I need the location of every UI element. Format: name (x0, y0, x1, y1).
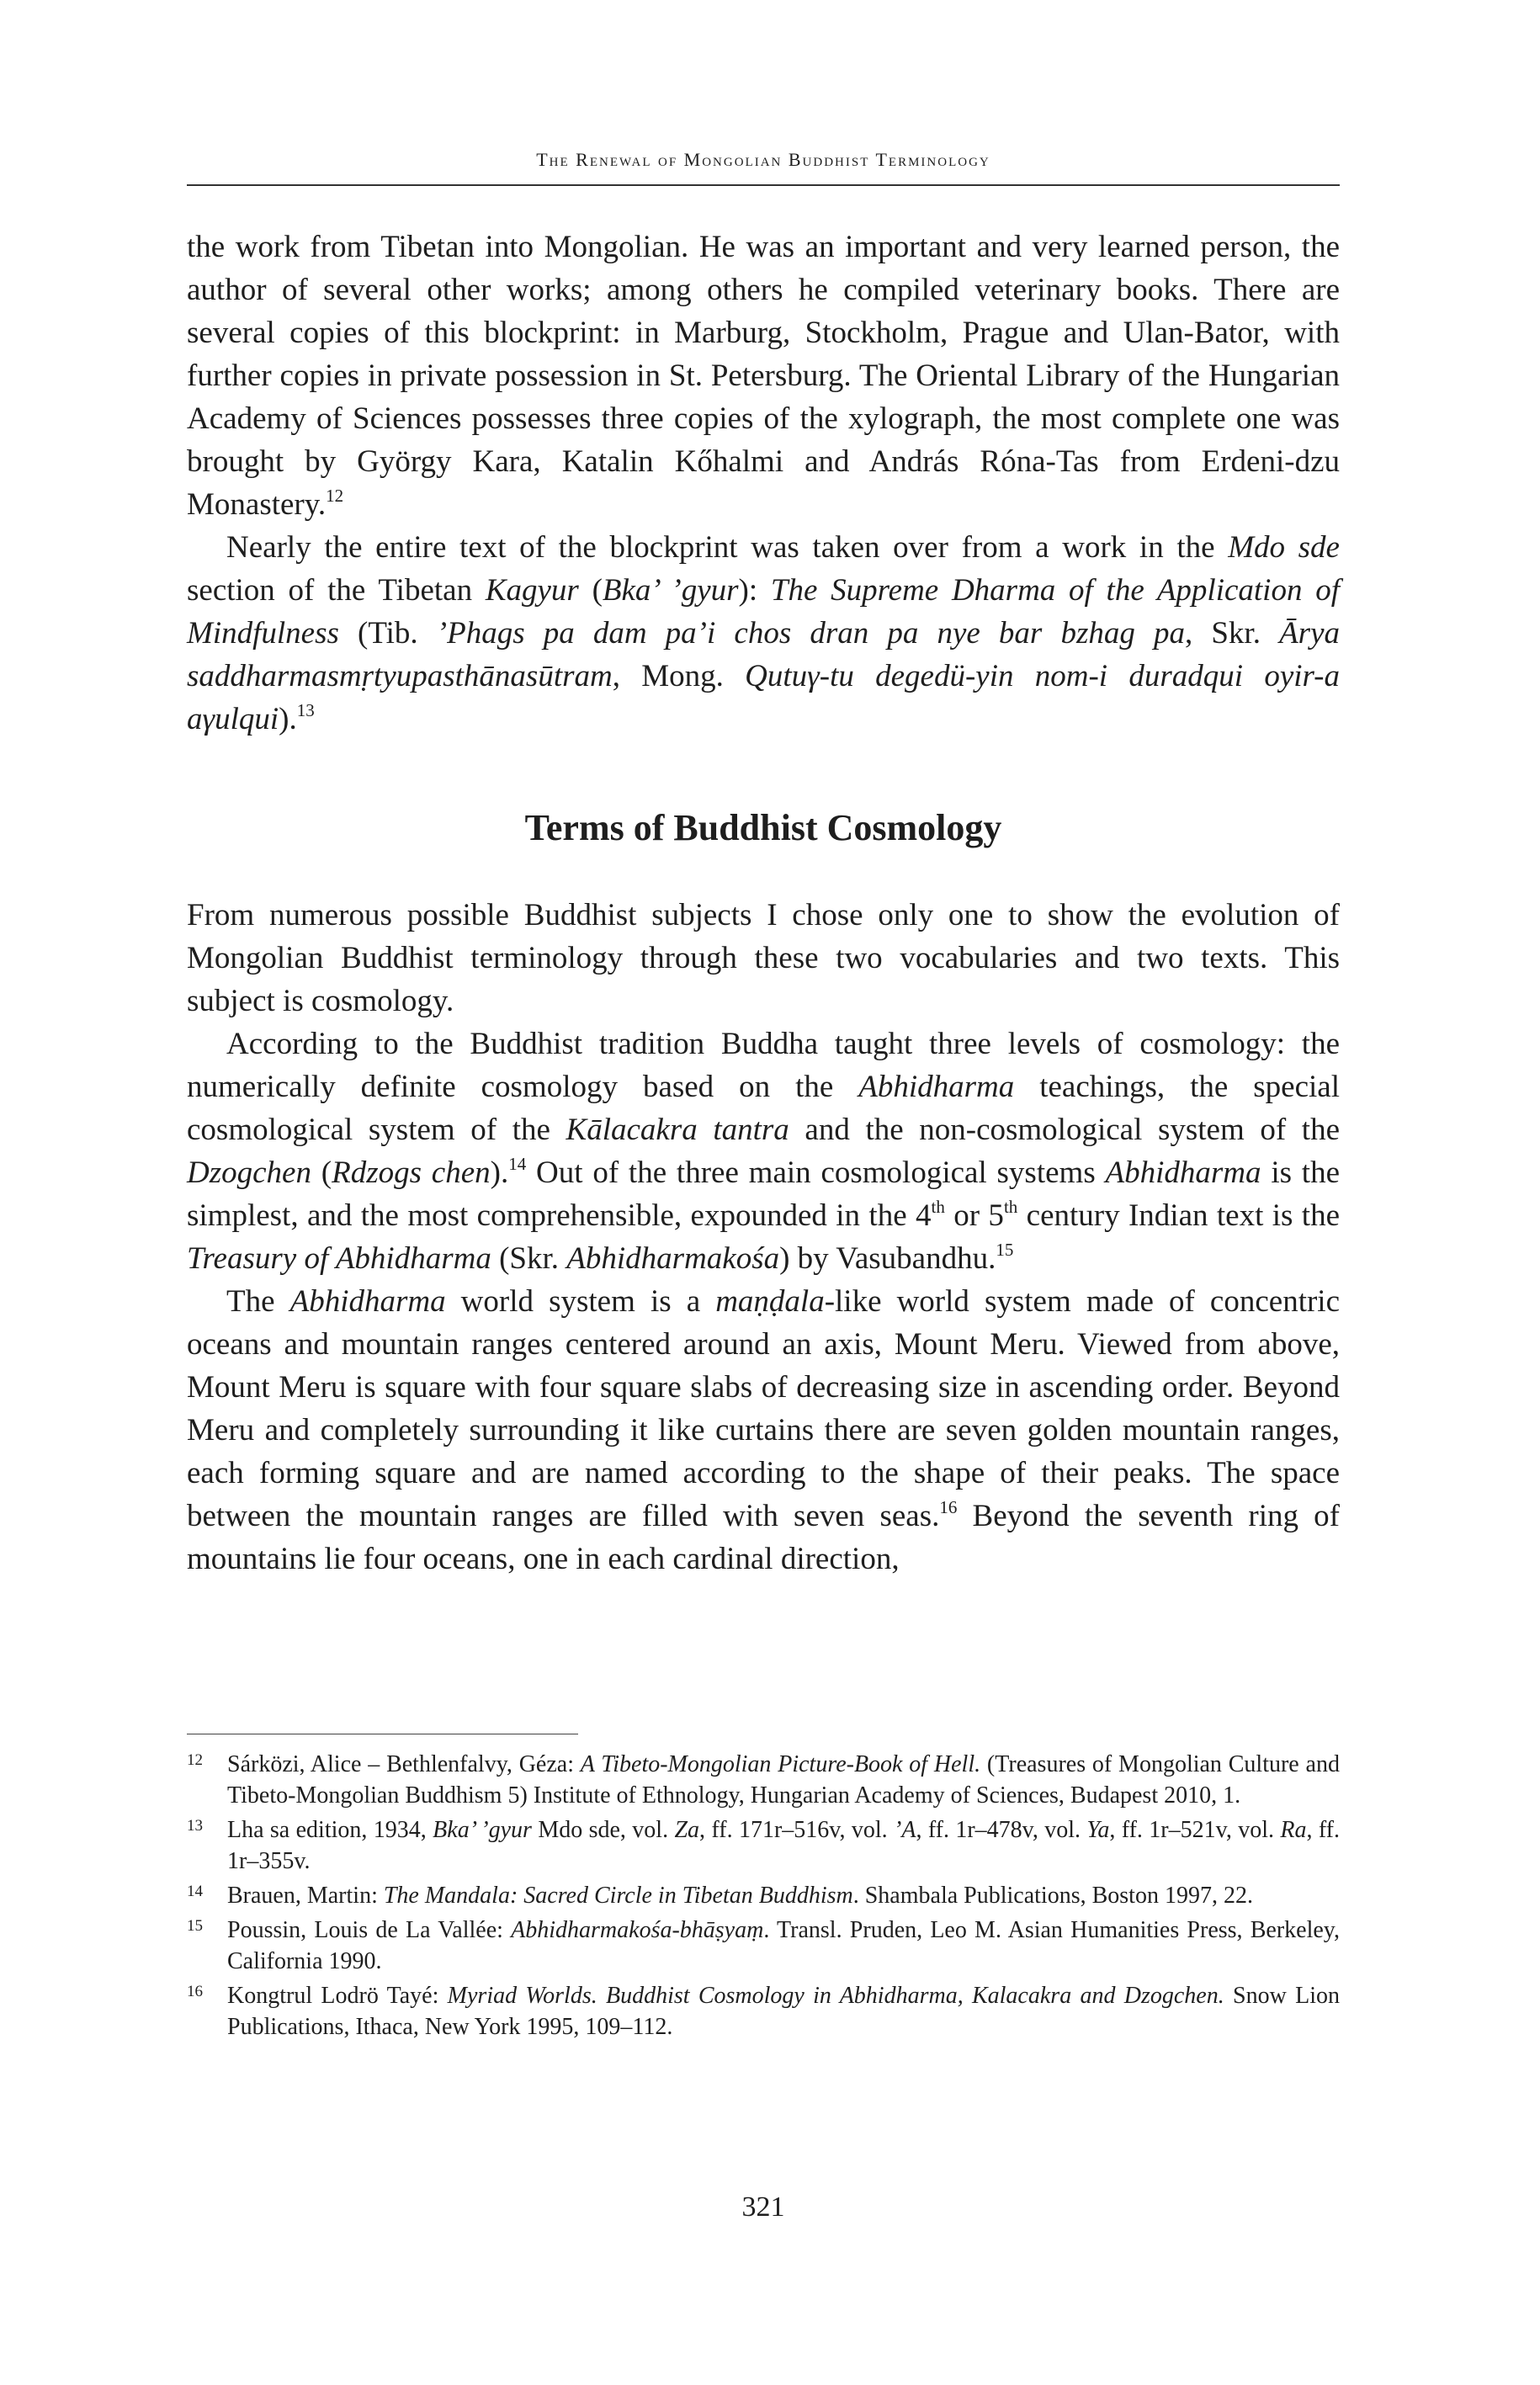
footnote-14 (187, 1880, 1340, 1911)
text-run: teachings, the special cosmological system of the (187, 1070, 1341, 1147)
text-run: Out of the three main cosmological systems (526, 1155, 1106, 1190)
italic-term: Ra (1280, 1817, 1307, 1843)
footnote-number: 12 (187, 1751, 203, 1769)
text-run: . Shambala Publications, Boston 1997, 22. (852, 1883, 1253, 1909)
italic-term: ’Phags pa dam pa’i chos dran pa nye bar bzhag pa (436, 616, 1185, 651)
text-run: ( (578, 573, 603, 608)
text-run: is the simplest, and the most comprehensible, expounded in the 4 (187, 1155, 1340, 1233)
text-run: Lha sa edition, 1934, (227, 1817, 433, 1843)
italic-term: Dzogchen (187, 1155, 311, 1190)
text-run: Snow Lion Publications, Ithaca, New York 1995, 109–112. (227, 1983, 1341, 2040)
text-run: century Indian text is the (1017, 1198, 1340, 1233)
italic-term: Abhidharmakośa (566, 1241, 780, 1276)
text-run: , ff. 1r–478v, vol. (916, 1817, 1087, 1843)
footnote-15 (187, 1915, 1340, 1977)
italic-term: Ya (1086, 1817, 1110, 1843)
text-run: Kongtrul Lodrö Tayé: (227, 1983, 448, 2009)
text-run: ). (279, 702, 297, 736)
text-run: ): (738, 573, 771, 608)
text-run: , Mong. (612, 659, 746, 693)
ordinal-suffix: th (931, 1197, 945, 1217)
footnote-number: 14 (187, 1883, 203, 1900)
footnotes (187, 1749, 1340, 2046)
paragraph-subject-choice (187, 894, 1340, 1023)
text-run: (Skr. (491, 1241, 567, 1276)
paragraph-cosmology-levels (187, 1023, 1340, 1280)
italic-term: Bka’ ’gyur (433, 1817, 532, 1843)
section-title: Terms of Buddhist Cosmology (524, 807, 1002, 848)
footnote-ref-16[interactable]: 16 (939, 1497, 958, 1517)
text-run: section of the Tibetan (187, 573, 486, 608)
text-run: and the non-cosmological system of the (789, 1113, 1340, 1147)
italic-term: Kālacakra tantra (566, 1113, 789, 1147)
text-run: , Skr. (1184, 616, 1280, 651)
text-run: ( (311, 1155, 332, 1190)
text-run: Beyond the seventh ring of mountains lie four oceans, one in each cardinal direction, (187, 1499, 1341, 1576)
italic-title: A Tibeto-Mongolian Picture-Book of Hell. (580, 1751, 981, 1777)
page-number: 321 (741, 2191, 785, 2223)
footnote-number: 13 (187, 1817, 203, 1835)
italic-term: Ārya saddharmasmṛtyupasthānasūtram (187, 616, 1340, 693)
italic-term: Qutuγ-tu degedü-yin nom-i duradqui oyir-a aγulqui (187, 659, 1340, 736)
italic-title: The Mandala: Sacred Circle in Tibetan Buddhism (383, 1883, 853, 1909)
footnote-12 (187, 1749, 1340, 1811)
text-run: According to the Buddhist tradition Buddha taught three levels of cosmology: the numerically definite cosmology based on the (187, 1027, 1340, 1104)
text-run: ) by Vasubandhu. (779, 1241, 996, 1276)
text-run: Sárközi, Alice – Bethlenfalvy, Géza: (227, 1751, 581, 1777)
header-rule (187, 184, 1340, 186)
footnote-ref-12[interactable]: 12 (326, 486, 344, 506)
italic-term: maṇḍala (715, 1284, 825, 1319)
body-text (187, 226, 1340, 1580)
text-run: world system is a (445, 1284, 716, 1319)
footnote-ref-15[interactable]: 15 (996, 1240, 1014, 1260)
ordinal-suffix: th (1003, 1197, 1018, 1217)
text-run: From numerous possible Buddhist subjects I chose only one to show the evolution of Mongolian Buddhist terminology through these two vocabularies and two texts. This subject is cosmology. (187, 898, 1340, 1018)
italic-title: Treasury of Abhidharma (187, 1241, 491, 1276)
text-run: The (226, 1284, 290, 1319)
running-head: The Renewal of Mongolian Buddhist Terminology (536, 149, 990, 170)
text-run: , ff. 171r–516v, vol. (699, 1817, 894, 1843)
italic-title: The Supreme Dharma of the Application of Mindfulness (187, 573, 1340, 651)
paragraph-kagyur-source (187, 526, 1340, 741)
italic-term: Bka’ ’gyur (602, 573, 739, 608)
text-run: . Transl. Pruden, Leo M. Asian Humanities Press, Berkeley, California 1990. (227, 1917, 1340, 1974)
italic-term: ’A (894, 1817, 916, 1843)
paragraph-world-system (187, 1280, 1340, 1580)
text-run: ). (490, 1155, 509, 1190)
text-run: Poussin, Louis de La Vallée: (227, 1917, 512, 1943)
footnote-16 (187, 1980, 1340, 2042)
text-run: , ff. 1r–355v. (227, 1817, 1340, 1874)
text-run: Mdo sde, vol. (531, 1817, 675, 1843)
text-run: Brauen, Martin: (227, 1883, 384, 1909)
footnote-ref-13[interactable]: 13 (296, 700, 315, 720)
footnote-13 (187, 1814, 1340, 1877)
text-run: or 5 (944, 1198, 1004, 1233)
italic-title: Abhidharmakośa-bhāṣyaṃ (511, 1917, 764, 1943)
text-run: , ff. 1r–521v, vol. (1109, 1817, 1281, 1843)
text-run: -like world system made of concentric oceans and mountain ranges centered around an axis, Mount Meru. Viewed from above, Mount Meru is square with four square slabs of decreasing size in ascending order. Beyond Meru and completely surrounding it like curtains there are seven golden mountain ranges, each forming square and are named according to the shape of their peaks. The space between the mountain ranges are filled with seven seas. (187, 1284, 1341, 1533)
italic-term: Rdzogs chen (332, 1155, 491, 1190)
italic-term: Abhidharma (1105, 1155, 1261, 1190)
footnote-ref-14[interactable]: 14 (508, 1154, 527, 1174)
footnote-number: 16 (187, 1983, 203, 2000)
footnote-number: 15 (187, 1917, 203, 1935)
paragraph-blockprint-copies (187, 226, 1340, 526)
italic-term: Kagyur (485, 573, 579, 608)
text-run: Nearly the entire text of the blockprint was taken over from a work in the (226, 530, 1229, 565)
text-run: (Tib. (338, 616, 437, 651)
italic-term: Za (674, 1817, 700, 1843)
italic-term: Abhidharma (858, 1070, 1015, 1104)
italic-term: Mdo sde (1228, 530, 1340, 565)
italic-title: Myriad Worlds. Buddhist Cosmology in Abhidharma, Kalacakra and Dzogchen. (447, 1983, 1224, 2009)
text-run: (Treasures of Mongolian Culture and Tibeto-Mongolian Buddhism 5) Institute of Ethnology, Hungarian Academy of Sciences, Budapest 2010, 1. (227, 1751, 1340, 1809)
text-run: the work from Tibetan into Mongolian. He was an important and very learned person, the author of several other works; among others he compiled veterinary books. There are several copies of this blockprint: in Marburg, Stockholm, Prague and Ulan-Bator, with further copies in private possession in St. Petersburg. The Oriental Library of the Hungarian Academy of Sciences possesses three copies of the xylograph, the most complete one was brought by György Kara, Katalin Kőhalmi and András Róna-Tas from Erdeni-dzu Monastery. (187, 230, 1340, 522)
italic-term: Abhidharma (289, 1284, 446, 1319)
